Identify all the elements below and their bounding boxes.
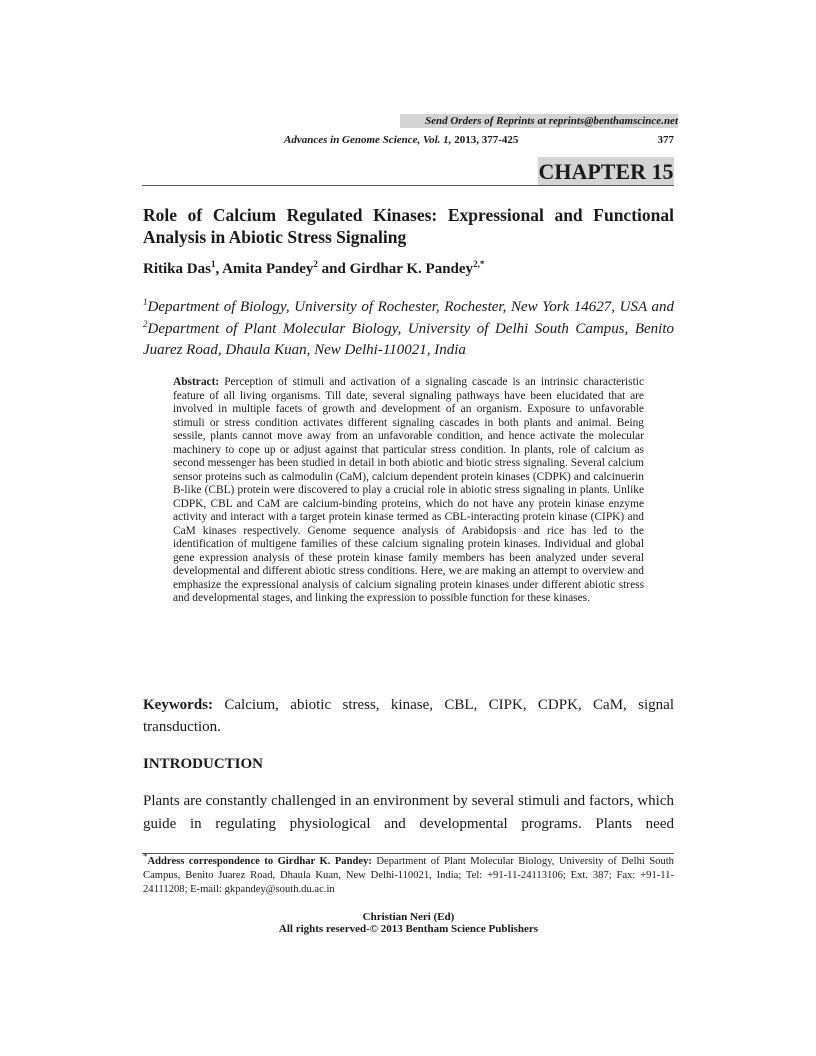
author-name: Girdhar K. Pandey (349, 261, 474, 277)
footnote-label: Address correspondence to Girdhar K. Pandey: (147, 856, 372, 867)
affiliation-text: Department of Plant Molecular Biology, University of Delhi South Campus, Benito Juarez Road, Dhaula Kuan, New Delhi-110021, India (143, 320, 674, 358)
editor-credit: Christian Neri (Ed) (362, 911, 455, 923)
keywords (143, 694, 674, 738)
author-sup: 1 (210, 259, 216, 269)
affiliation-sup: 2 (143, 318, 148, 329)
keywords-text: Calcium, abiotic stress, kinase, CBL, CIPK, CDPK, CaM, signal transduction. (143, 697, 674, 735)
author-list (143, 259, 674, 279)
page-number: 377 (657, 134, 674, 146)
abstract-label: Abstract: (173, 376, 220, 388)
author-sup: 2 (313, 259, 318, 269)
chapter-label: CHAPTER 15 (538, 159, 674, 184)
section-heading: INTRODUCTION (143, 756, 264, 772)
footnote-divider (142, 853, 674, 854)
journal-year-pages: 2013, 377-425 (451, 134, 519, 146)
footnote-text: Department of Plant Molecular Biology, University of Delhi South Campus, Benito Juarez Road, Dhaula Kuan, New Delhi-110021, India; Tel: +91-11-24113106; Ext. 387; Fax: +91-11-24111208; E-mail: gkpandey@south.du.ac.in (143, 856, 674, 895)
journal-citation (284, 133, 674, 147)
affiliation-text: Department of Biology, University of Rochester, Rochester, New York 14627, USA and (147, 299, 674, 315)
footnote-sup: * (143, 851, 148, 862)
author-separator: and (317, 261, 350, 277)
abstract-text: Perception of stimuli and activation of a signaling cascade is an intrinsic characteristic feature of all living organisms. Till date, several signaling pathways have been elucidated that are involved in multiple facets of growth and development of an organism. Exposure to unfavorable stimuli or stress condition activates different signaling cascades in both plants and animal. Being sessile, plants cannot move away from an unfavorable condition, and hence activate the molecular machinery to cope up or adjust against that particular stress condition. In plants, role of calcium as second messenger has been studied in detail in both abiotic and biotic stress signaling. Several calcium sensor proteins such as calmodulin (CaM), calcium dependent protein kinases (CDPK) and calcinuerin B-like (CBL) protein were discovered to play a crucial role in abiotic stress signaling in plants. Unlike CDPK, CBL and CaM are calcium-binding proteins, which do not have any protein kinase enzyme activity and interact with a target protein kinase termed as CBL-interacting protein kinase (CIPK) and CaM kinases respectively. Genome sequence analysis of Arabidopsis and rice has led to the identification of multigene families of these calcium signaling protein kinases. Individual and global gene expression analysis of these protein kinase family members has been analyzed under several developmental and different abiotic stress conditions. Here, we are making an attempt to overview and emphasize the expressional analysis of calcium signaling protein kinases under different abiotic stress and developmental stages, and linking the expression to possible function for these kinases. (173, 376, 644, 604)
affiliation-sup: 1 (143, 297, 148, 307)
chapter-title: Role of Calcium Regulated Kinases: Expressional and Functional Analysis in Abiotic Stress Signaling (143, 205, 674, 247)
journal-name: Advances in Genome Science, Vol. 1, (284, 134, 452, 146)
keywords-label: Keywords: (143, 697, 213, 713)
abstract (173, 376, 644, 606)
author-separator: , (215, 261, 223, 277)
reprints-notice: Send Orders of Reprints at reprints@benthamscince.net (400, 114, 678, 128)
correspondence-footnote (143, 851, 674, 897)
author-name: Ritika Das (143, 261, 211, 277)
header-divider (142, 185, 674, 186)
body-paragraph: Plants are constantly challenged in an environment by several stimuli and factors, which guide in regulating physiological and developmental programs. Plants need (143, 793, 674, 832)
affiliations (143, 297, 674, 362)
author-name: Amita Pandey (222, 261, 314, 277)
author-sup: 2,* (473, 259, 485, 269)
copyright-notice: All rights reserved-© 2013 Bentham Science Publishers (278, 923, 539, 935)
